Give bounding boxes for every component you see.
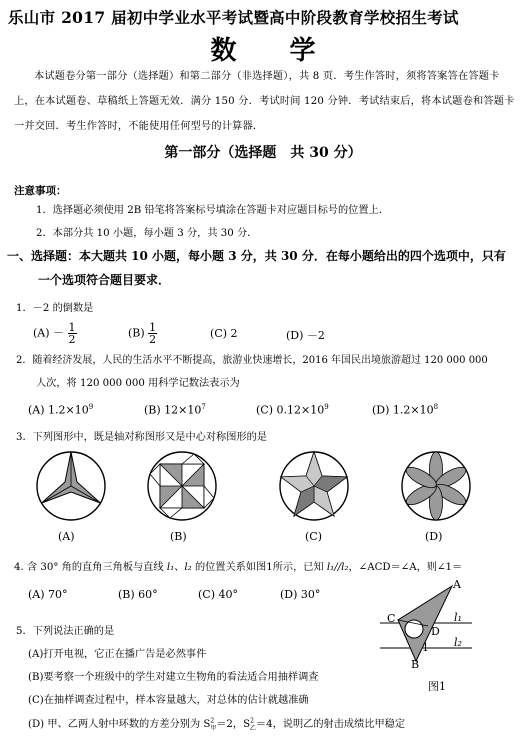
q4-stem [14, 558, 462, 573]
figure-line-l1: l₁ [454, 611, 462, 624]
q5-option-b: (B)要考察一个班级中的学生对建立生物角的看法适合用抽样调查 [28, 672, 319, 683]
subscript: 乙 [249, 725, 256, 733]
q5-option-a: (A)打开电视，它正在播广告是必然事件 [28, 649, 207, 660]
option-label: (B) [128, 326, 145, 340]
note-item: 1．选择题必须使用 2B 铅笔将答案标号填涂在答题卡对应题目标号的位置上． [36, 205, 389, 216]
notes-heading: 注意事项： [14, 185, 67, 197]
option-text: ＝2，S [216, 719, 251, 730]
q5-option-d [28, 715, 405, 732]
q1-option-a [33, 322, 77, 345]
q3-figure-b-icon [146, 450, 218, 522]
q2-stem: 2．随着经济发展，人民的生活水平不断提高，旅游业快速增长，2016 年国民出境旅游超过 120 000 000 [16, 355, 488, 366]
q3-label-a: (A) [58, 530, 75, 543]
subject-title: 数 学 [210, 36, 338, 66]
option-text: (D) 1.2×10 [372, 403, 434, 417]
option-text: ＝4，说明乙的射击成绩比甲稳定 [255, 719, 406, 730]
figure-angle-1: 1 [422, 641, 429, 654]
minus-sign: － [53, 326, 65, 340]
q4-option-a: (A) 70° [28, 588, 68, 601]
q3-label-b: (B) [170, 530, 187, 543]
q1-option-b [128, 322, 157, 345]
q5-option-c: (C)在抽样调查过程中，样本容量越大，对总体的估计就越准确 [28, 695, 309, 706]
exponent: 9 [88, 403, 94, 411]
figure-caption: 图1 [428, 680, 446, 693]
q3-label-d: (D) [425, 530, 443, 543]
stem-text: 4. 含 30° 角的直角三角板与直线 [14, 562, 164, 573]
line-l1: l₁ [166, 562, 175, 573]
line-l2: l₂ [184, 562, 192, 573]
denominator: 2 [68, 333, 76, 346]
q2-option-b [144, 403, 206, 417]
q2-option-a [28, 403, 93, 417]
option-label: (A) [33, 326, 50, 340]
parallel-expression: l₁//l₂ [326, 562, 349, 573]
part1-title: 第一部分（选择题 共 30 分） [164, 145, 362, 161]
subscript: 甲 [210, 725, 217, 733]
figure-point-c: C [387, 612, 396, 625]
exponent: 2 [210, 717, 215, 725]
q3-label-c: (C) [305, 530, 322, 543]
figure-point-b: B [411, 658, 420, 671]
q4-option-d: (D) 30° [280, 588, 321, 601]
section1-heading-cont: 一个选项符合题目要求． [38, 273, 171, 287]
numerator: 1 [149, 321, 157, 334]
q3-figure-a-icon [35, 450, 107, 522]
q2-option-d [372, 403, 438, 417]
option-text: (C) 0.12×10 [256, 403, 325, 417]
q3-stem: 3．下列图形中，既是轴对称图形又是中心对称图形的是 [16, 432, 267, 443]
exam-title: 乐山市 2017 届初中学业水平考试暨高中阶段教育学校招生考试 [8, 8, 459, 27]
q1-option-d: (D) －2 [286, 329, 325, 342]
q5-stem: 5．下列说法正确的是 [16, 626, 115, 637]
stem-text: ，∠ACD＝∠A，则∠1＝ [348, 562, 463, 573]
option-text: (D) 甲、乙两人射中环数的方差分别为 S [28, 719, 211, 730]
exponent: 8 [433, 403, 439, 411]
q4-option-b: (B) 60° [118, 588, 158, 601]
numerator: 1 [68, 321, 76, 334]
fraction [68, 322, 77, 345]
exponent: 7 [201, 403, 206, 411]
figure-point-a: A [453, 578, 461, 591]
note-item: 2．本部分共 10 小题，每小题 3 分，共 30 分． [36, 228, 258, 239]
exponent: 2 [250, 717, 254, 725]
exam-instructions: 本试题卷分第一部分（选择题）和第二部分（非选择题），共 8 页．考生作答时，须将答案答在答题卡上，在本试题卷、草稿纸上答题无效．满分 150 分．考试时间 120 分钟．考试结束后，将本试题卷和答题卡一并交回．考生作答时，不能使用任何型号的计算器． [14, 71, 515, 132]
q4-option-c: (C) 40° [198, 588, 238, 601]
option-text: (A) 1.2×10 [28, 403, 89, 417]
q2-stem-cont: 人次，将 120 000 000 用科学记数法表示为 [36, 378, 240, 389]
q3-figure-d-icon [400, 450, 472, 522]
section1-heading: 一、选择题：本大题共 10 小题，每小题 3 分，共 30 分．在每小题给出的四个选项中，只有 [7, 249, 506, 263]
fraction [148, 322, 157, 345]
q3-figure-c-icon [278, 450, 350, 522]
figure-point-d: D [431, 625, 440, 638]
stem-text: 的位置关系如图1所示，已知 [194, 562, 324, 573]
q2-option-c [256, 403, 329, 417]
option-text: (B) 12×10 [144, 403, 202, 417]
figure-line-l2: l₂ [454, 636, 462, 649]
q1-option-c: (C) 2 [210, 327, 238, 340]
stem-text: 、 [174, 562, 185, 573]
denominator: 2 [149, 333, 157, 346]
q1-stem: 1．－2 的倒数是 [16, 303, 94, 314]
exponent: 9 [324, 403, 329, 411]
